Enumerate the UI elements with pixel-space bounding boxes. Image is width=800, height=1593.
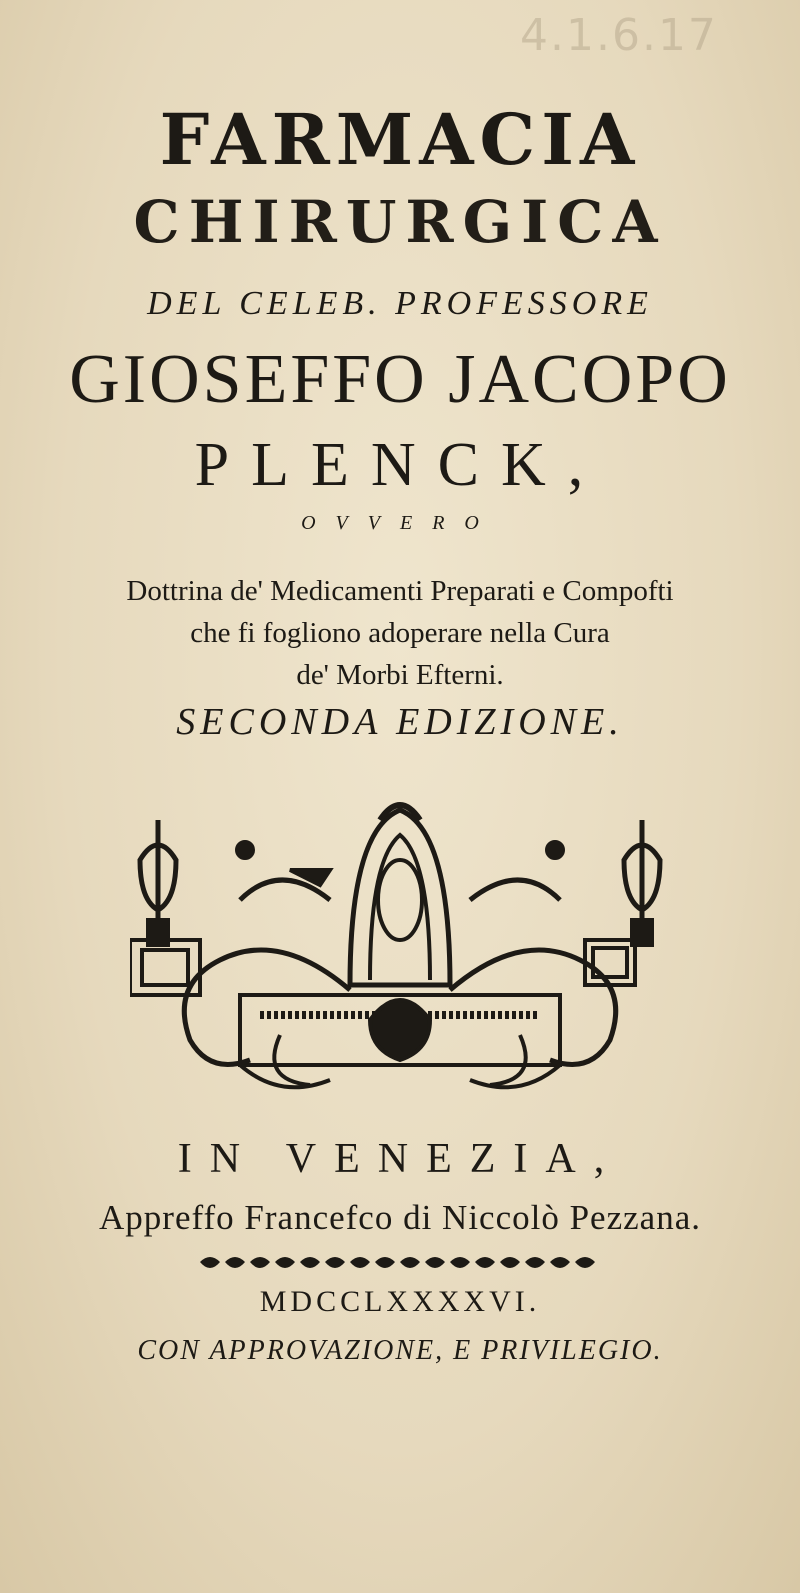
year-line: MDCCLXXXXVI. (259, 1285, 541, 1318)
author-first-name: GIOSEFFO JACOPO (69, 341, 731, 418)
title-line-2: CHIRURGICA (133, 188, 667, 256)
printer-line: Appreffo Francefco di Niccolò Pezzana. (99, 1198, 701, 1237)
approval-line: CON APPROVAZIONE, E PRIVILEGIO. (137, 1335, 663, 1366)
by-line: DEL CELEB. PROFESSORE (147, 285, 653, 322)
place-line: IN VENEZIA, (177, 1136, 623, 1182)
author-last-name: PLENCK, (194, 431, 606, 499)
handwritten-shelfmark: 4.1.6.17 (520, 10, 718, 61)
fleuron-row-icon (190, 1250, 610, 1280)
description-line: Dottrina de' Medicamenti Preparati e Compofti (126, 575, 674, 607)
edition-line: SECONDA EDIZIONE. (176, 701, 624, 743)
description-line: de' Morbi Efterni. (296, 659, 504, 691)
description-block (0, 570, 800, 696)
printers-ornament-icon (130, 790, 670, 1110)
description-line: che fi fogliono adoperare nella Cura (190, 617, 610, 649)
ovvero-line: OVVERO (301, 512, 499, 534)
title-line-1: FARMACIA (159, 98, 641, 181)
